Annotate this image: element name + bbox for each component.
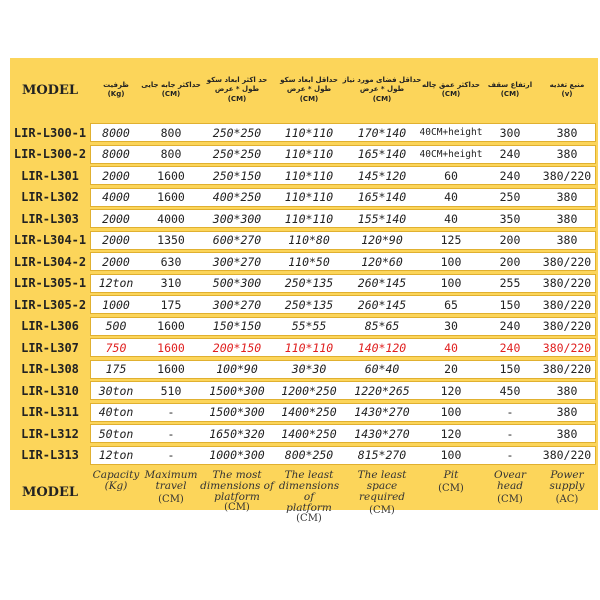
capacity-cell: 750 bbox=[105, 340, 127, 355]
min-dim-cell: 110*110 bbox=[284, 147, 334, 161]
space-cell: 145*120 bbox=[357, 168, 407, 183]
max-dim-cell: 500*300 bbox=[212, 276, 262, 290]
model-cell: LIR-L300-1 bbox=[13, 125, 87, 140]
pit-cell: 40CM+height bbox=[419, 148, 483, 160]
footer-capacity-l2: (Kg) bbox=[104, 480, 128, 493]
header-min-space-fa2: طول * عرض bbox=[359, 85, 405, 94]
footer-max-platform bbox=[200, 470, 274, 514]
capacity-cell: 8000 bbox=[102, 147, 130, 161]
space-cell: 1430*270 bbox=[354, 405, 410, 419]
space-cell: 120*60 bbox=[361, 254, 403, 269]
model-cell: LIR-L312 bbox=[21, 426, 79, 441]
travel-cell: 310 bbox=[160, 276, 182, 290]
header-min-space bbox=[344, 60, 420, 120]
power-cell: 380/220 bbox=[542, 448, 592, 462]
pit-cell: 40 bbox=[444, 211, 458, 226]
header-power-fa: منبع تغذیه bbox=[549, 80, 585, 89]
capacity-cell: 2000 bbox=[102, 233, 130, 247]
table-row bbox=[10, 165, 598, 186]
max-dim-cell: 100*90 bbox=[216, 362, 258, 376]
header-min-platform-unit: (CM) bbox=[299, 94, 319, 103]
travel-cell: 1600 bbox=[157, 168, 185, 183]
head-cell: - bbox=[506, 426, 514, 441]
header-power-unit: (v) bbox=[561, 90, 573, 98]
capacity-cell: 2000 bbox=[102, 168, 130, 183]
power-cell: 380/220 bbox=[542, 362, 592, 376]
space-cell: 140*120 bbox=[357, 340, 407, 355]
travel-cell: 630 bbox=[160, 254, 182, 269]
min-dim-cell: 110*80 bbox=[288, 233, 330, 247]
head-cell: 150 bbox=[499, 362, 521, 376]
travel-cell: 4000 bbox=[157, 211, 185, 226]
model-cell: LIR-L305-1 bbox=[13, 276, 87, 290]
table-row bbox=[10, 187, 598, 208]
header-capacity-unit: (Kg) bbox=[107, 90, 125, 98]
travel-cell: 1600 bbox=[157, 362, 185, 376]
pit-cell: 30 bbox=[444, 319, 458, 333]
model-cell: LIR-L306 bbox=[21, 319, 79, 333]
header-headroom-fa: ارتفاع سقف bbox=[487, 80, 533, 89]
table-row bbox=[10, 251, 598, 272]
min-dim-cell: 110*110 bbox=[284, 125, 334, 140]
footer-capacity-l1: Capacity bbox=[92, 469, 140, 481]
table-row bbox=[10, 316, 598, 337]
footer-capacity bbox=[90, 470, 142, 514]
max-dim-cell: 300*270 bbox=[212, 297, 262, 312]
model-cell: LIR-L307 bbox=[21, 340, 79, 355]
capacity-cell: 175 bbox=[105, 362, 127, 376]
footer-min-platform-l3: platform bbox=[286, 502, 332, 515]
min-dim-cell: 110*110 bbox=[284, 211, 334, 226]
model-cell: LIR-L310 bbox=[21, 383, 79, 398]
pit-cell: 40 bbox=[444, 340, 458, 355]
max-dim-cell: 1500*300 bbox=[209, 383, 265, 398]
header-model: MODEL bbox=[21, 82, 79, 98]
head-cell: 200 bbox=[499, 233, 521, 247]
header-max-travel-unit: (CM) bbox=[161, 90, 181, 98]
space-cell: 260*145 bbox=[357, 276, 407, 290]
head-cell: 450 bbox=[499, 383, 521, 398]
head-cell: 255 bbox=[499, 276, 521, 290]
travel-cell: 800 bbox=[160, 147, 182, 161]
capacity-cell: 30ton bbox=[98, 383, 134, 398]
model-cell: LIR-L302 bbox=[21, 190, 79, 204]
space-cell: 1430*270 bbox=[354, 426, 410, 441]
power-cell: 380 bbox=[556, 426, 578, 441]
header-min-platform bbox=[274, 60, 344, 120]
model-cell: LIR-L304-2 bbox=[13, 254, 87, 269]
header-max-platform-unit: (CM) bbox=[227, 94, 247, 103]
min-dim-cell: 110*110 bbox=[284, 340, 334, 355]
header-headroom bbox=[482, 60, 538, 120]
footer-min-space-l1: The least space bbox=[357, 469, 407, 493]
table-row bbox=[10, 380, 598, 401]
min-dim-cell: 110*50 bbox=[288, 254, 330, 269]
pit-cell: 100 bbox=[440, 405, 462, 419]
power-cell: 380/220 bbox=[542, 254, 592, 269]
power-cell: 380 bbox=[556, 233, 578, 247]
travel-cell: 1600 bbox=[157, 319, 185, 333]
head-cell: 150 bbox=[499, 297, 521, 312]
space-cell: 155*140 bbox=[357, 211, 407, 226]
footer-min-platform-l2: dimensions of bbox=[278, 480, 340, 504]
pit-cell: 40 bbox=[444, 190, 458, 204]
pit-cell: 20 bbox=[444, 362, 458, 376]
model-cell: LIR-L311 bbox=[21, 405, 79, 419]
pit-cell: 65 bbox=[444, 297, 458, 312]
capacity-cell: 50ton bbox=[98, 426, 134, 441]
travel-cell: - bbox=[167, 426, 175, 441]
max-dim-cell: 1000*300 bbox=[209, 448, 265, 462]
space-cell: 165*140 bbox=[357, 190, 407, 204]
header-pit-fa: حداکثر عمق چاله bbox=[422, 80, 480, 89]
space-cell: 120*90 bbox=[361, 233, 403, 247]
footer-min-platform bbox=[274, 469, 344, 525]
header-min-space-fa1: حداقل فضای مورد نیاز bbox=[342, 75, 422, 84]
max-dim-cell: 1500*300 bbox=[209, 405, 265, 419]
table-row bbox=[10, 208, 598, 229]
footer-model: MODEL bbox=[21, 484, 79, 500]
table-row bbox=[10, 230, 598, 251]
footer-headroom-unit: (CM) bbox=[497, 494, 523, 506]
footer-max-travel-unit: (CM) bbox=[158, 494, 184, 506]
max-dim-cell: 600*270 bbox=[212, 233, 262, 247]
capacity-cell: 500 bbox=[105, 319, 127, 333]
table-row bbox=[10, 359, 598, 380]
capacity-cell: 2000 bbox=[102, 211, 130, 226]
footer-min-space-l2: required bbox=[358, 491, 406, 504]
header-min-platform-fa1: حداقل ابعاد سکو bbox=[280, 75, 338, 84]
footer-headroom bbox=[482, 470, 538, 514]
footer-min-space bbox=[344, 469, 420, 517]
model-cell: LIR-L303 bbox=[21, 211, 79, 226]
footer-max-travel bbox=[142, 470, 200, 514]
capacity-cell: 1000 bbox=[102, 297, 130, 312]
header-pit-unit: (CM) bbox=[441, 90, 461, 98]
space-cell: 815*270 bbox=[357, 448, 407, 462]
max-dim-cell: 250*150 bbox=[212, 168, 262, 183]
header-max-travel-fa: حداکثر جابه جایی bbox=[141, 80, 201, 89]
model-cell: LIR-L308 bbox=[21, 362, 79, 376]
max-dim-cell: 250*250 bbox=[212, 147, 262, 161]
footer-headroom-l2: head bbox=[497, 480, 523, 493]
table-row bbox=[10, 402, 598, 423]
footer-power bbox=[538, 470, 596, 514]
travel-cell: - bbox=[167, 405, 175, 419]
footer-min-platform-unit: (CM) bbox=[296, 513, 322, 525]
power-cell: 380/220 bbox=[542, 168, 592, 183]
model-cell: LIR-L300-2 bbox=[13, 147, 87, 161]
travel-cell: 1600 bbox=[157, 340, 185, 355]
power-cell: 380 bbox=[556, 147, 578, 161]
power-cell: 380/220 bbox=[542, 297, 592, 312]
min-dim-cell: 1400*250 bbox=[281, 426, 337, 441]
min-dim-cell: 1400*250 bbox=[281, 405, 337, 419]
footer-power-unit: (AC) bbox=[555, 494, 579, 506]
head-cell: 350 bbox=[499, 211, 521, 226]
header-max-platform bbox=[200, 60, 274, 120]
table-row bbox=[10, 122, 598, 143]
travel-cell: 1350 bbox=[157, 233, 185, 247]
pit-cell: 100 bbox=[440, 448, 462, 462]
head-cell: 200 bbox=[499, 254, 521, 269]
power-cell: 380/220 bbox=[542, 276, 592, 290]
min-dim-cell: 1200*250 bbox=[281, 383, 337, 398]
footer-pit-unit: (CM) bbox=[438, 483, 464, 495]
footer-max-travel-l1: Maximum bbox=[144, 469, 198, 481]
header-min-space-unit: (CM) bbox=[372, 94, 392, 103]
footer-max-platform-l3: platform bbox=[214, 491, 260, 504]
min-dim-cell: 110*110 bbox=[284, 190, 334, 204]
pit-cell: 120 bbox=[440, 426, 462, 441]
max-dim-cell: 150*150 bbox=[212, 319, 262, 333]
travel-cell: - bbox=[167, 448, 175, 462]
power-cell: 380 bbox=[556, 383, 578, 398]
footer-headroom-l1: Ovear bbox=[493, 469, 527, 481]
min-dim-cell: 250*135 bbox=[284, 276, 334, 290]
pit-cell: 125 bbox=[440, 233, 462, 247]
head-cell: 240 bbox=[499, 319, 521, 333]
head-cell: 240 bbox=[499, 340, 521, 355]
header-power bbox=[538, 60, 596, 120]
pit-cell: 100 bbox=[440, 254, 462, 269]
capacity-cell: 8000 bbox=[102, 125, 130, 140]
header-capacity bbox=[90, 60, 142, 120]
model-cell: LIR-L301 bbox=[21, 168, 79, 183]
table-row bbox=[10, 294, 598, 315]
table-row bbox=[10, 423, 598, 444]
power-cell: 380/220 bbox=[542, 319, 592, 333]
space-cell: 1220*265 bbox=[354, 383, 410, 398]
pit-cell: 40CM+height bbox=[419, 127, 483, 138]
min-dim-cell: 30*30 bbox=[291, 362, 327, 376]
min-dim-cell: 250*135 bbox=[284, 297, 334, 312]
table-row bbox=[10, 273, 598, 294]
power-cell: 380 bbox=[556, 405, 578, 419]
max-dim-cell: 200*150 bbox=[212, 340, 262, 355]
footer-power-l2: supply bbox=[549, 480, 585, 493]
capacity-cell: 12ton bbox=[98, 448, 134, 462]
header-max-platform-fa2: طول * عرض bbox=[214, 85, 260, 94]
max-dim-cell: 300*300 bbox=[212, 211, 262, 226]
power-cell: 380 bbox=[556, 125, 578, 140]
footer-min-platform-l1: The least bbox=[284, 469, 334, 481]
footer-max-platform-l2: dimensions of bbox=[200, 480, 274, 493]
min-dim-cell: 110*110 bbox=[284, 168, 334, 183]
head-cell: 300 bbox=[499, 125, 521, 140]
space-cell: 60*40 bbox=[364, 362, 400, 376]
capacity-cell: 2000 bbox=[102, 254, 130, 269]
travel-cell: 1600 bbox=[157, 190, 185, 204]
head-cell: - bbox=[506, 448, 514, 462]
header-capacity-fa: ظرفیت bbox=[103, 80, 129, 89]
head-cell: - bbox=[506, 405, 514, 419]
max-dim-cell: 300*270 bbox=[212, 254, 262, 269]
capacity-cell: 4000 bbox=[102, 190, 130, 204]
model-cell: LIR-L313 bbox=[21, 448, 79, 462]
pit-cell: 100 bbox=[440, 276, 462, 290]
space-cell: 260*145 bbox=[357, 297, 407, 312]
model-cell: LIR-L305-2 bbox=[13, 297, 87, 312]
power-cell: 380/220 bbox=[542, 340, 592, 355]
space-cell: 165*140 bbox=[357, 147, 407, 161]
table-row bbox=[10, 337, 598, 358]
min-dim-cell: 800*250 bbox=[284, 448, 334, 462]
footer-max-travel-l2: travel bbox=[155, 480, 187, 493]
travel-cell: 510 bbox=[160, 383, 182, 398]
space-cell: 85*65 bbox=[364, 319, 400, 333]
capacity-cell: 40ton bbox=[98, 405, 134, 419]
footer-max-platform-unit: (CM) bbox=[224, 502, 250, 514]
power-cell: 380 bbox=[556, 211, 578, 226]
footer-pit-l1: Pit bbox=[443, 469, 459, 481]
header-max-travel bbox=[142, 60, 200, 120]
capacity-cell: 12ton bbox=[98, 276, 134, 290]
min-dim-cell: 55*55 bbox=[291, 319, 327, 333]
head-cell: 250 bbox=[499, 190, 521, 204]
footer-pit bbox=[420, 470, 482, 514]
footer-power-l1: Power bbox=[550, 469, 584, 481]
pit-cell: 60 bbox=[444, 168, 458, 183]
table-row bbox=[10, 144, 598, 165]
head-cell: 240 bbox=[499, 168, 521, 183]
footer-min-space-unit: (CM) bbox=[369, 505, 395, 517]
footer-max-platform-l1: The most bbox=[212, 469, 262, 481]
header-pit bbox=[420, 60, 482, 120]
pit-cell: 120 bbox=[440, 383, 462, 398]
header-min-platform-fa2: طول * عرض bbox=[286, 85, 332, 94]
max-dim-cell: 400*250 bbox=[212, 190, 262, 204]
travel-cell: 175 bbox=[160, 297, 182, 312]
power-cell: 380 bbox=[556, 190, 578, 204]
max-dim-cell: 1650*320 bbox=[209, 426, 265, 441]
head-cell: 240 bbox=[499, 147, 521, 161]
travel-cell: 800 bbox=[160, 125, 182, 140]
model-cell: LIR-L304-1 bbox=[13, 233, 87, 247]
header-headroom-unit: (CM) bbox=[500, 90, 520, 98]
table-row bbox=[10, 445, 598, 466]
header-max-platform-fa1: حد اکثر ابعاد سکو bbox=[206, 75, 268, 84]
space-cell: 170*140 bbox=[357, 125, 407, 140]
max-dim-cell: 250*250 bbox=[212, 125, 262, 140]
